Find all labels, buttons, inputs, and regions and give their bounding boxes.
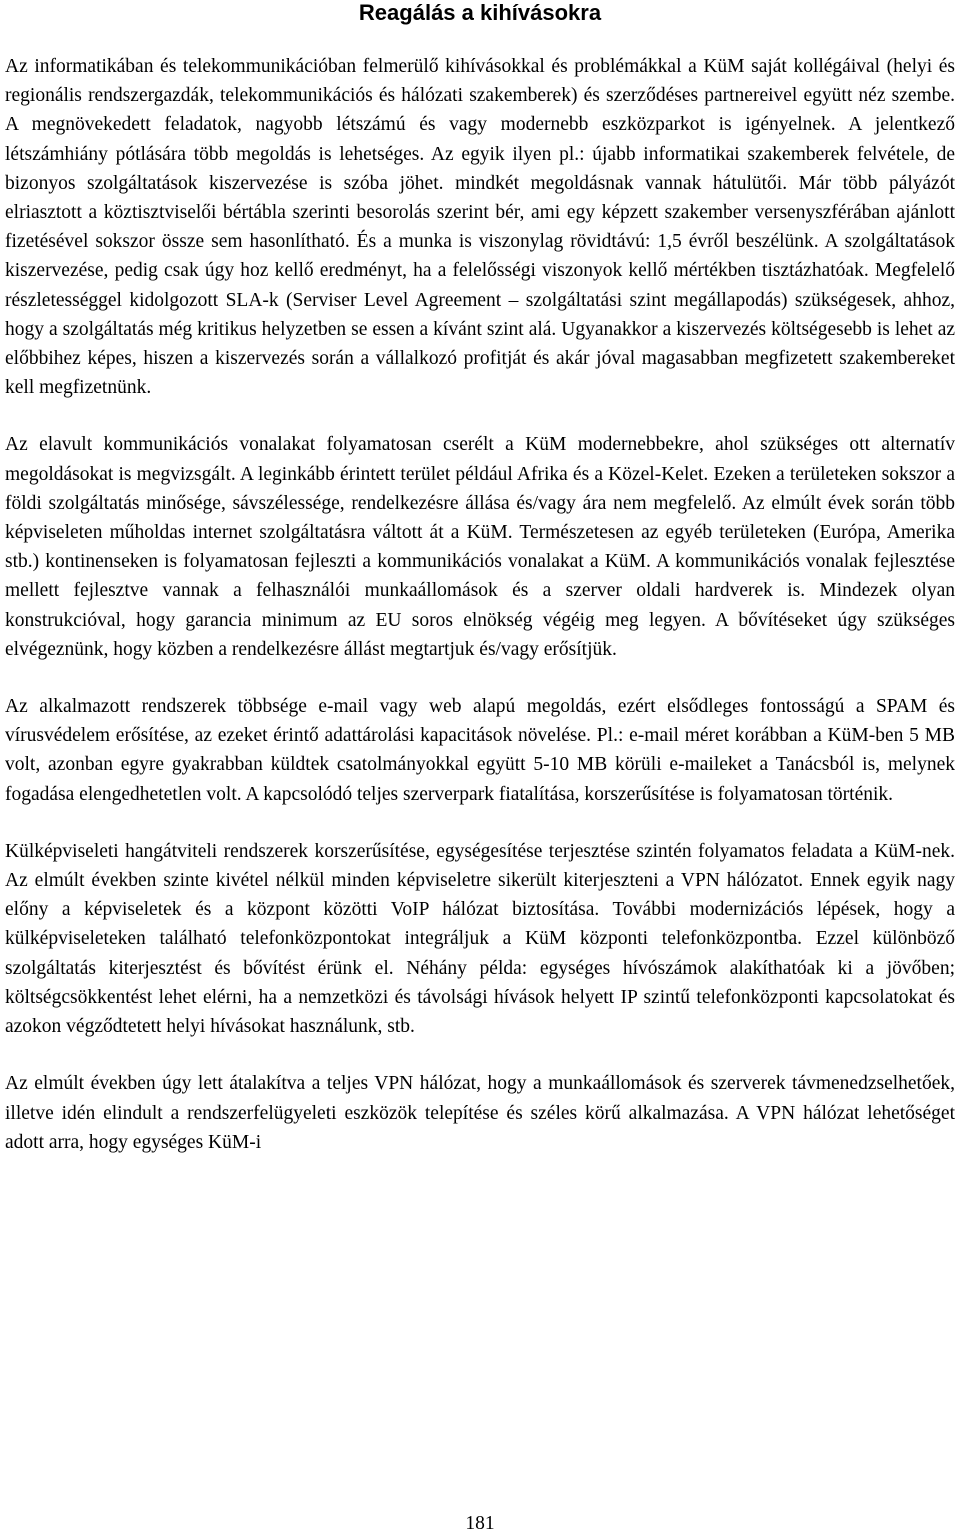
section-title: Reagálás a kihívásokra (358, 0, 602, 25)
paragraph-5: Az elmúlt években úgy lett átalakítva a teljes VPN hálózat, hogy a munkaállomások és szerverek távmenedzselhetőek, illetve idén elindult a rendszerfelügyeleti eszközök telepítése és széles körű alkalmazása. A VPN hálózat lehetőséget adott arra, hogy egységes KüM-i (5, 1073, 955, 1153)
paragraph-1: Az informatikában és telekommunikációban felmerülő kihívásokkal és problémákkal a KüM saját kollégáival (helyi és regionális rendszergazdák, telekommunikációs és hálózati szakemberek) és szerződéses partnereivel együtt néz szembe. A megnövekedett feladatok, nagyobb létszámú és vagy modernebb eszközparkot is igényelnek. A jelentkező létszámhiány pótlására több megoldás is lehetséges. Az egyik ilyen pl.: újabb informatikai szakemberek felvétele, de bizonyos szolgáltatások kiszervezése is szóba jöhet. mindkét megoldásnak vannak hátulütői. Már több pályázót elriasztott a köztisztviselői bértábla szerinti besorolás szerint bér, ami egy képzett szakember versenyszférában ajánlott fizetésével sokszor össze sem hasonlítható. És a munka is viszonylag rövidtávú: 1,5 évről beszélünk. A szolgáltatások kiszervezése, pedig csak úgy hoz kellő eredményt, ha a felelősségi viszonyok kellő mértékben tisztázhatóak. Megfelelő részletességgel kidolgozott SLA-k (Serviser Level Agreement – szolgáltatási szint megállapodás) szükségesek, ahhoz, hogy a szolgáltatás még kritikus helyzetben se essen a kívánt szint alá. Ugyanakkor a kiszervezés költségesebb is lehet az előbbihez képes, hiszen a kiszervezés során a vállalkozó profitját és akár jóval magasabban megfizetett szakembereket kell megfizetnünk. (5, 56, 955, 399)
paragraph-4: Külképviseleti hangátviteli rendszerek korszerűsítése, egységesítése terjesztése szintén folyamatos feladata a KüM-nek. Az elmúlt években szinte kivétel nélkül minden képviseletre sikerült kiterjeszteni a VPN hálózatot. Ennek egyik nagy előny a képviseletek és a központ közötti VoIP hálózat biztosítása. További modernizációs lépések, hogy a külképviseleteken található telefonközpontokat integráljuk a KüM központi telefonközpontba. Ezzel különböző szolgáltatás kiterjesztést és bővítést érünk el. Néhány példa: egységes hívószámok alakíthatóak ki a jövőben; költségcsökkentést lehet elérni, ha a nemzetközi és távolsági hívások helyett IP szintű telefonközponti kapcsolatokat és azokon végződtetett helyi hívásokat használunk, stb. (5, 840, 955, 1038)
paragraph-2: Az elavult kommunikációs vonalakat folyamatosan cserélt a KüM modernebbekre, ahol szükséges ott alternatív megoldásokat is megvizsgált. A leginkább érintett terület például Afrika és a Közel-Kelet. Ezeken a területeken sokszor a földi szolgáltatás minősége, sávszélessége, rendelkezésre állása és/vagy ára nem megfelelő. Az elmúlt évek során több képviseleten műholdas internet szolgáltatásra váltott át a KüM. Természetesen az egyéb területeken (Európa, Amerika stb.) kontinenseken is folyamatosan fejleszti a kommunikációs vonalakat a KüM. A kommunikációs vonalak fejlesztése mellett fejlesztve vannak a felhasználói munkaállomások és a szerver oldali hardverek is. Mindezek olyan konstrukcióval, hogy garancia minimum az EU soros elnökség végéig meg legyen. A bővítéseket úgy szükséges elvégeznünk, hogy közben a rendelkezésre állást megtartjuk és/vagy erősítjük. (5, 434, 955, 660)
paragraph-3: Az alkalmazott rendszerek többsége e-mail vagy web alapú megoldás, ezért elsődleges fontosságú a SPAM és vírusvédelem erősítése, az ezeket érintő adattárolási kapacitások növelése. Pl.: e-mail méret korábban a KüM-ben 5 MB volt, azonban egyre gyakrabban küldtek csatolmányokkal együtt 5-10 MB körüli e-maileket a Tanácsból is, melynek fogadása elengedhetetlen volt. A kapcsolódó teljes szerverpark fiatalítása, korszerűsítése is folyamatosan történik. (5, 696, 955, 805)
page-number: 181 (465, 1513, 495, 1534)
